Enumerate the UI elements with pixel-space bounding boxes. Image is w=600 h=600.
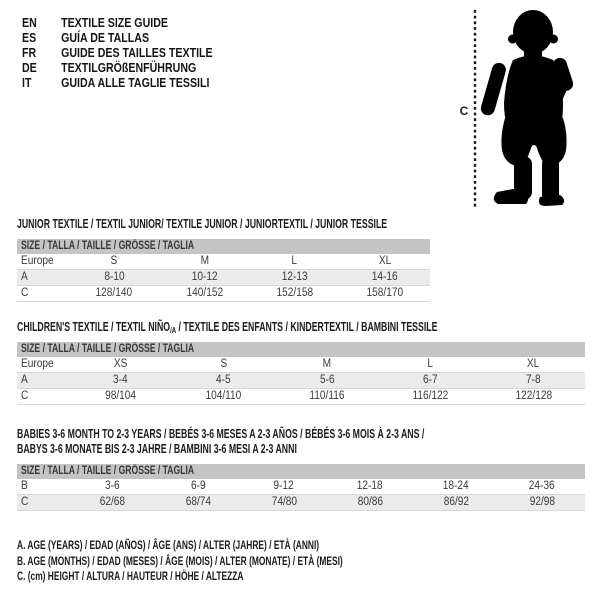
babies-table-title: BABIES 3-6 MONTH TO 2-3 YEARS / BEBÉS 3-6 MESES A 2-3 AÑOS / BÉBÉS 3-6 MOIS À 2-3 ANS / BABYS 3-6 MONATE BIS 2-3 JAHRE / BAMBINI 3-6 MESI A 2-3 ANNI <box>17 427 425 456</box>
height-cell: 92/98 <box>529 496 555 508</box>
row-label: B <box>21 480 28 492</box>
size-cell: M <box>200 255 209 267</box>
lang-title: TEXTILE SIZE GUIDE <box>61 16 168 30</box>
table-row <box>17 373 585 389</box>
lang-row-it <box>22 76 246 91</box>
lang-code: EN <box>22 16 37 30</box>
age-cell: 5-6 <box>319 374 335 386</box>
age-cell: 12-13 <box>281 271 308 283</box>
height-cell: 86/92 <box>443 496 469 508</box>
age-cell: 7-8 <box>526 374 541 386</box>
age-cell: 14-16 <box>371 271 398 283</box>
height-measure-label: C <box>459 104 469 118</box>
baby-figure <box>440 4 590 212</box>
table-row <box>17 479 585 495</box>
table-row <box>17 389 585 405</box>
height-cell: 128/140 <box>95 287 133 299</box>
legend-footnotes <box>17 538 482 585</box>
height-cell: 110/116 <box>309 390 345 402</box>
size-cell: XL <box>378 255 392 267</box>
age-cell: 3-4 <box>113 374 128 386</box>
size-cell: L <box>291 255 298 267</box>
lang-row-fr <box>22 46 246 61</box>
row-label: C <box>21 496 29 508</box>
lang-row-es <box>22 31 246 46</box>
height-cell: 140/152 <box>186 287 223 299</box>
legend-line-b: B. AGE (MONTHS) / EDAD (MESES) / ÂGE (MOIS) / ALTER (MONATE) / ETÀ (MESI) <box>17 553 343 568</box>
lang-title: GUÍA DE TALLAS <box>61 31 150 45</box>
size-cell: XL <box>527 358 540 370</box>
table-row <box>17 495 585 511</box>
age-cell: 18-24 <box>443 480 469 492</box>
baby-silhouette <box>479 10 575 206</box>
height-cell: 98/104 <box>105 390 137 402</box>
row-label: Europe <box>21 255 54 267</box>
children-table-title: CHILDREN'S TEXTILE / TEXTIL $NIÑO_{/A}$ / TEXTILE DES ENFANTS / KINDERTEXTIL / BAMBINI TESSILE <box>17 320 438 335</box>
row-label: Europe <box>21 358 54 370</box>
age-cell: 24-36 <box>529 480 555 492</box>
nino-a-subscript: /A <box>170 325 177 335</box>
babies-size-table <box>17 464 585 511</box>
height-cell: 62/68 <box>99 496 125 508</box>
height-cell: 80/86 <box>357 496 383 508</box>
row-label: A <box>21 374 28 386</box>
lang-code: IT <box>22 76 32 90</box>
size-cell: L <box>427 358 434 370</box>
size-header-bar: SIZE / TALLA / TAILLE / GRÖSSE / TAGLIA <box>17 239 430 254</box>
height-cell: 152/158 <box>276 287 313 299</box>
height-cell: 74/80 <box>271 496 297 508</box>
age-cell: 6-7 <box>422 374 438 386</box>
lang-code: DE <box>22 61 37 75</box>
language-title-list <box>22 16 246 91</box>
age-cell: 3-6 <box>104 480 120 492</box>
legend-line-c: C. (cm) HEIGHT / ALTURA / HAUTEUR / HÖHE / ALTEZZA <box>17 569 244 583</box>
size-cell: M <box>322 358 332 370</box>
row-label: A <box>21 271 28 283</box>
lang-code: ES <box>22 31 37 45</box>
table-row <box>17 286 430 302</box>
age-cell: 9-12 <box>273 480 295 492</box>
children-size-table <box>17 342 585 405</box>
table-row <box>17 254 430 270</box>
height-cell: 68/74 <box>185 496 211 508</box>
lang-row-en <box>22 16 246 31</box>
age-cell: 8-10 <box>103 271 125 283</box>
legend-line-a: A. AGE (YEARS) / EDAD (AÑOS) / ÂGE (ANS) / ALTER (JAHRE) / ETÀ (ANNI) <box>17 538 320 552</box>
size-cell: XS <box>113 358 128 370</box>
height-cell: 116/122 <box>412 390 449 402</box>
lang-title: TEXTILGRÖßENFÜHRUNG <box>61 61 197 75</box>
size-header-bar: SIZE / TALLA / TAILLE / GRÖSSE / TAGLIA <box>17 342 585 357</box>
size-header-bar: SIZE / TALLA / TAILLE / GRÖSSE / TAGLIA <box>17 464 585 479</box>
age-cell: 10-12 <box>191 271 218 283</box>
height-cell: 122/128 <box>515 390 552 402</box>
age-cell: 6-9 <box>190 480 206 492</box>
lang-title: GUIDA ALLE TAGLIE TESSILI <box>61 76 210 90</box>
row-label: C <box>21 390 29 402</box>
lang-title: GUIDE DES TAILLES TEXTILE <box>61 46 213 60</box>
table-row <box>17 270 430 286</box>
lang-row-de <box>22 61 246 76</box>
size-cell: S <box>220 358 228 370</box>
age-cell: 4-5 <box>216 374 232 386</box>
row-label: C <box>21 287 29 299</box>
lang-code: FR <box>22 46 37 60</box>
height-cell: 104/110 <box>205 390 242 402</box>
table-row <box>17 357 585 373</box>
age-cell: 12-18 <box>357 480 383 492</box>
junior-table-title: JUNIOR TEXTILE / TEXTIL JUNIOR/ TEXTILE JUNIOR / JUNIORTEXTIL / JUNIOR TESSILE <box>17 217 388 231</box>
size-cell: S <box>110 255 118 267</box>
height-cell: 158/170 <box>366 287 404 299</box>
junior-size-table <box>17 239 430 302</box>
